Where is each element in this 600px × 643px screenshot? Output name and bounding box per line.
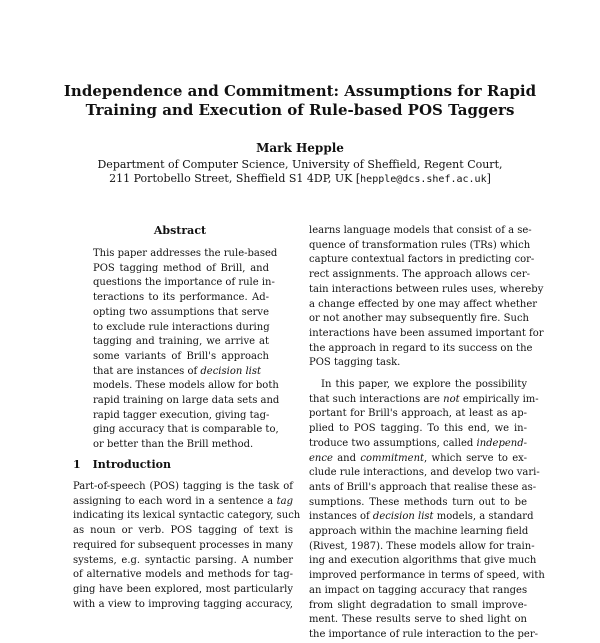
right-column-body [309, 224, 545, 643]
body-line: ants of Brill's approach that realise these as- [309, 481, 537, 493]
title-line-2: Training and Execution of Rule-based POS Taggers [85, 101, 515, 119]
body-line: from slight degradation to small improve- [309, 599, 527, 611]
section-number: 1 [73, 458, 81, 471]
paragraph-gap [309, 371, 527, 378]
intro-line: indicating its lexical syntactic category, such [73, 510, 301, 522]
abstract-line: This paper addresses the rule-based [93, 248, 278, 259]
abstract-line-text: that are instances of [93, 365, 201, 377]
intro-line: Part-of-speech (POS) tagging is the task of [73, 481, 293, 492]
intro-line [73, 495, 293, 510]
intro-line: ging have been explored, most particularly [73, 583, 293, 595]
body-line [309, 510, 534, 525]
body-line: the importance of rule interaction to the per- [309, 628, 538, 640]
body-line: sumptions. These methods turn out to be [309, 496, 527, 508]
address-bracket: ] [486, 172, 491, 185]
intro-emphasis: tag [276, 495, 293, 507]
body-line: learns language models that consist of a se- [309, 225, 532, 236]
body-line-text: that such interactions are [309, 393, 444, 405]
affiliation-line-2 [0, 172, 600, 187]
abstract-line: some variants of Brill's approach [93, 350, 269, 362]
abstract-line: to exclude rule interactions during [93, 321, 270, 333]
body-line [309, 393, 539, 408]
body-line [309, 452, 527, 467]
abstract-line [93, 365, 269, 380]
body-line: ment. These results serve to shed light on [309, 614, 527, 626]
introduction-heading [73, 458, 293, 471]
body-line: quence of transformation rules (TRs) which [309, 239, 531, 251]
body-emphasis: not [443, 393, 460, 405]
intro-line: required for subsequent processes in many [73, 539, 293, 551]
body-line: capture contextual factors in predicting cor- [309, 254, 535, 266]
abstract-line: models. These models allow for both [93, 380, 279, 392]
author-affiliation [0, 158, 600, 187]
body-emphasis: independ- [476, 437, 527, 449]
body-line: approach within the machine learning field [309, 526, 529, 538]
body-line: interactions have been assumed important for [309, 327, 544, 339]
body-line-text: empirically im- [459, 393, 539, 405]
body-line: (Rivest, 1987). These models allow for train- [309, 540, 535, 552]
abstract-line: rapid tagger execution, giving tag- [93, 409, 270, 421]
body-line: plied to POS tagging. To this end, we in- [309, 423, 527, 435]
body-line-text: models, a standard [433, 511, 534, 523]
intro-line: with a view to improving tagging accuracy, [73, 598, 293, 610]
abstract-line: teractions to its performance. Ad- [93, 292, 269, 304]
body-emphasis: decision list [372, 511, 434, 523]
abstract-line: opting two assumptions that serve [93, 306, 269, 318]
body-line: a change effected by one may affect whether [309, 298, 538, 310]
abstract-line: rapid training on large data sets and [93, 395, 280, 407]
abstract-line: POS tagging method of Brill, and [93, 262, 269, 274]
body-line: or not another may subsequently fire. Such [309, 313, 529, 325]
introduction-body [73, 480, 301, 612]
body-line-text: troduce two assumptions, called [309, 437, 477, 449]
body-line: portant for Brill's approach, at least as ap- [309, 408, 527, 420]
body-line [309, 437, 527, 452]
email-address: hepple@dcs.shef.ac.uk [360, 174, 487, 185]
body-emphasis: ence [309, 452, 333, 464]
body-line: tain interactions between rules uses, whereby [309, 283, 544, 295]
body-line-text: and [332, 452, 361, 464]
intro-line: as noun or verb. POS tagging of text is [73, 525, 293, 537]
intro-line: systems, e.g. syntactic parsing. A number [73, 554, 293, 566]
abstract-emphasis: decision list [200, 365, 262, 377]
body-line: clude rule interactions, and develop two vari- [309, 467, 540, 479]
body-line: improved performance in terms of speed, with [309, 570, 545, 582]
section-title: Introduction [92, 458, 171, 471]
body-line-text: instances of [309, 511, 373, 523]
body-line: the approach in regard to its success on the [309, 342, 533, 354]
abstract-line: or better than the Brill method. [93, 439, 254, 451]
abstract-line: ging accuracy that is comparable to, [93, 424, 279, 436]
intro-line-text: assigning to each word in a sentence a [73, 495, 277, 507]
body-line: In this paper, we explore the possibility [321, 379, 527, 391]
abstract-line: tagging and training, we arrive at [93, 336, 269, 348]
author-name: Mark Hepple [256, 141, 344, 155]
body-line-text: , which serve to ex- [424, 452, 527, 464]
body-line: POS tagging task. [309, 357, 401, 369]
body-line: an impact on tagging accuracy that ranges [309, 584, 528, 596]
intro-line: of alternative models and methods for tag- [73, 569, 293, 581]
body-line: ing and execution algorithms that give much [309, 555, 537, 567]
address-text: 211 Portobello Street, Sheffield S1 4DP, UK [ [109, 172, 361, 185]
paper-title [0, 82, 600, 120]
abstract-heading: Abstract [153, 224, 207, 237]
body-line: rect assignments. The approach allows cer- [309, 269, 530, 281]
affiliation-line-1: Department of Computer Science, University of Sheffield, Regent Court, [97, 158, 503, 171]
body-emphasis: commitment [360, 452, 425, 464]
abstract-body [93, 247, 280, 453]
abstract-line: questions the importance of rule in- [93, 277, 275, 289]
title-line-1: Independence and Commitment: Assumptions for Rapid [63, 82, 537, 100]
